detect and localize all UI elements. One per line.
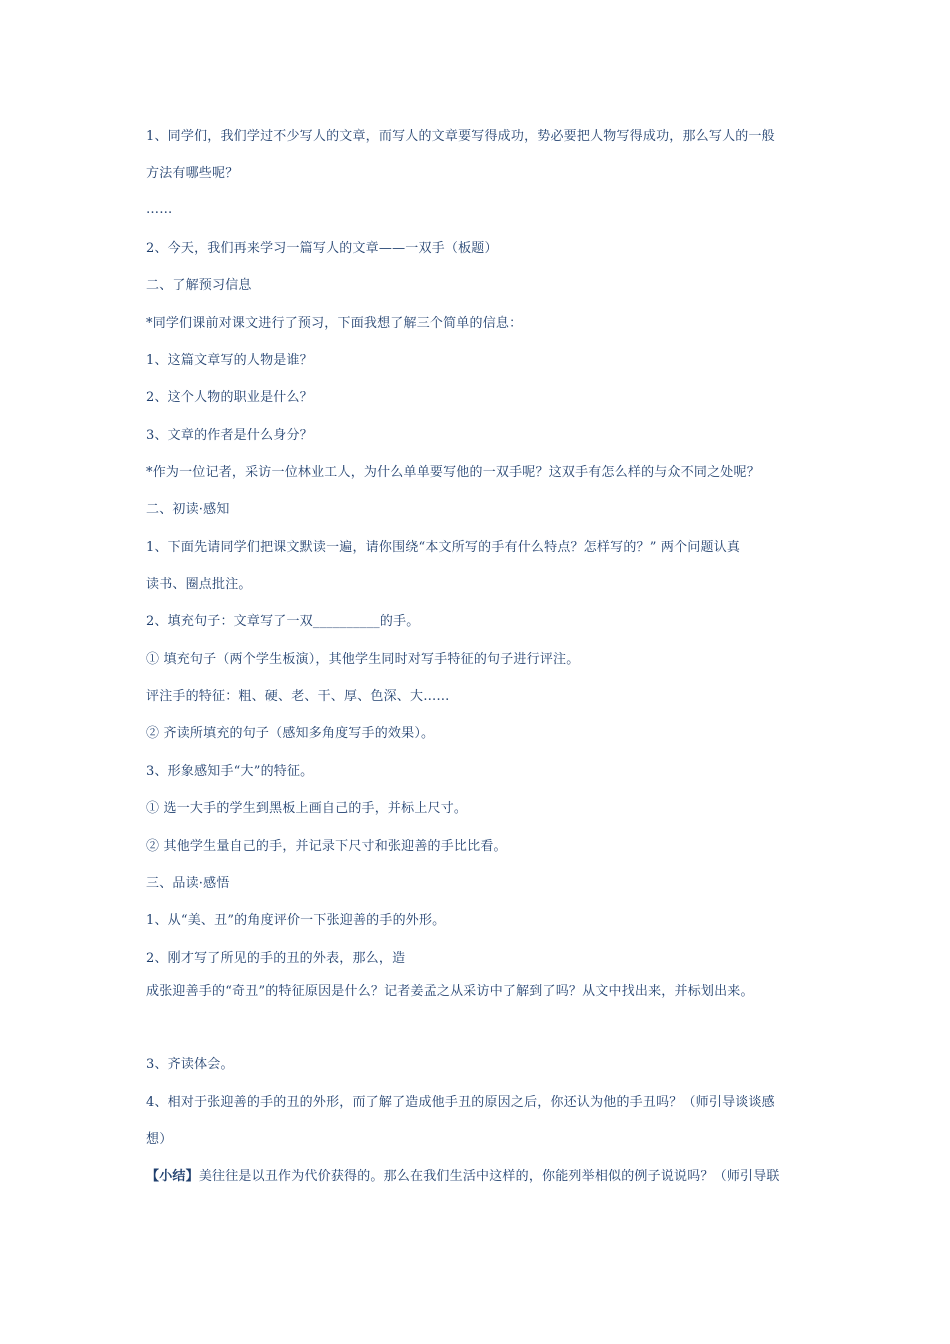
paragraph-line: 想）: [146, 1132, 173, 1147]
section-heading: 二、了解预习信息: [146, 278, 252, 293]
paragraph-line: *同学们课前对课文进行了预习，下面我想了解三个简单的信息：: [146, 316, 523, 331]
summary-label: 【小结】: [146, 1169, 199, 1184]
section-heading: 二、初读·感知: [146, 502, 230, 517]
paragraph-line: 1、从“美、丑”的角度评价一下张迎善的手的外形。: [146, 913, 446, 928]
paragraph-line: 3、形象感知手“大”的特征。: [146, 764, 314, 779]
paragraph-line: ……: [146, 202, 173, 217]
paragraph-line: 方法有哪些呢？: [146, 166, 239, 181]
paragraph-line: 3、文章的作者是什么身分？: [146, 428, 313, 443]
paragraph-line: 评注手的特征：粗、硬、老、干、厚、色深、大……: [146, 689, 450, 704]
paragraph-line: 3、齐读体会。: [146, 1057, 234, 1072]
paragraph-line: ① 选一大手的学生到黑板上画自己的手，并标上尺寸。: [146, 801, 468, 816]
paragraph-line: 1、下面先请同学们把课文默读一遍，请你围绕“本文所写的手有什么特点？怎样写的？” 两个问题认真: [146, 540, 741, 555]
paragraph-line: 1、同学们，我们学过不少写人的文章，而写人的文章要写得成功，势必要把人物写得成功，那么写人的一般: [146, 129, 775, 144]
paragraph-line: *作为一位记者，采访一位林业工人，为什么单单要写他的一双手呢？这双手有怎么样的与众不同之处呢？: [146, 465, 760, 480]
paragraph-line: 2、刚才写了所见的手的丑的外表，那么，造: [146, 951, 406, 966]
paragraph-line: 2、今天，我们再来学习一篇写人的文章——一双手（板题）: [146, 241, 498, 256]
paragraph-line: 2、填充句子：文章写了一双__________的手。: [146, 614, 420, 629]
paragraph-line: ① 填充句子（两个学生板演），其他学生同时对写手特征的句子进行评注。: [146, 652, 580, 667]
summary-text: 美往往是以丑作为代价获得的。那么在我们生活中这样的，你能列举相似的例子说说吗？（师引导联: [198, 1169, 780, 1184]
paragraph-line: ② 其他学生量自己的手，并记录下尺寸和张迎善的手比比看。: [146, 839, 507, 854]
paragraph-line: ② 齐读所填充的句子（感知多角度写手的效果）。: [146, 726, 435, 741]
paragraph-line: 1、这篇文章写的人物是谁？: [146, 353, 313, 368]
section-heading: 三、品读·感悟: [146, 876, 230, 891]
paragraph-line: 4、相对于张迎善的手的丑的外形，而了解了造成他手丑的原因之后，你还认为他的手丑吗？（师引导谈谈感: [146, 1095, 775, 1110]
summary-line: [146, 1168, 780, 1186]
paragraph-line: 读书、圈点批注。: [146, 577, 252, 592]
paragraph-line: 2、这个人物的职业是什么？: [146, 390, 313, 405]
paragraph-line: 成张迎善手的“奇丑”的特征原因是什么？记者姜孟之从采访中了解到了吗？从文中找出来，并标划出来。: [146, 984, 754, 999]
